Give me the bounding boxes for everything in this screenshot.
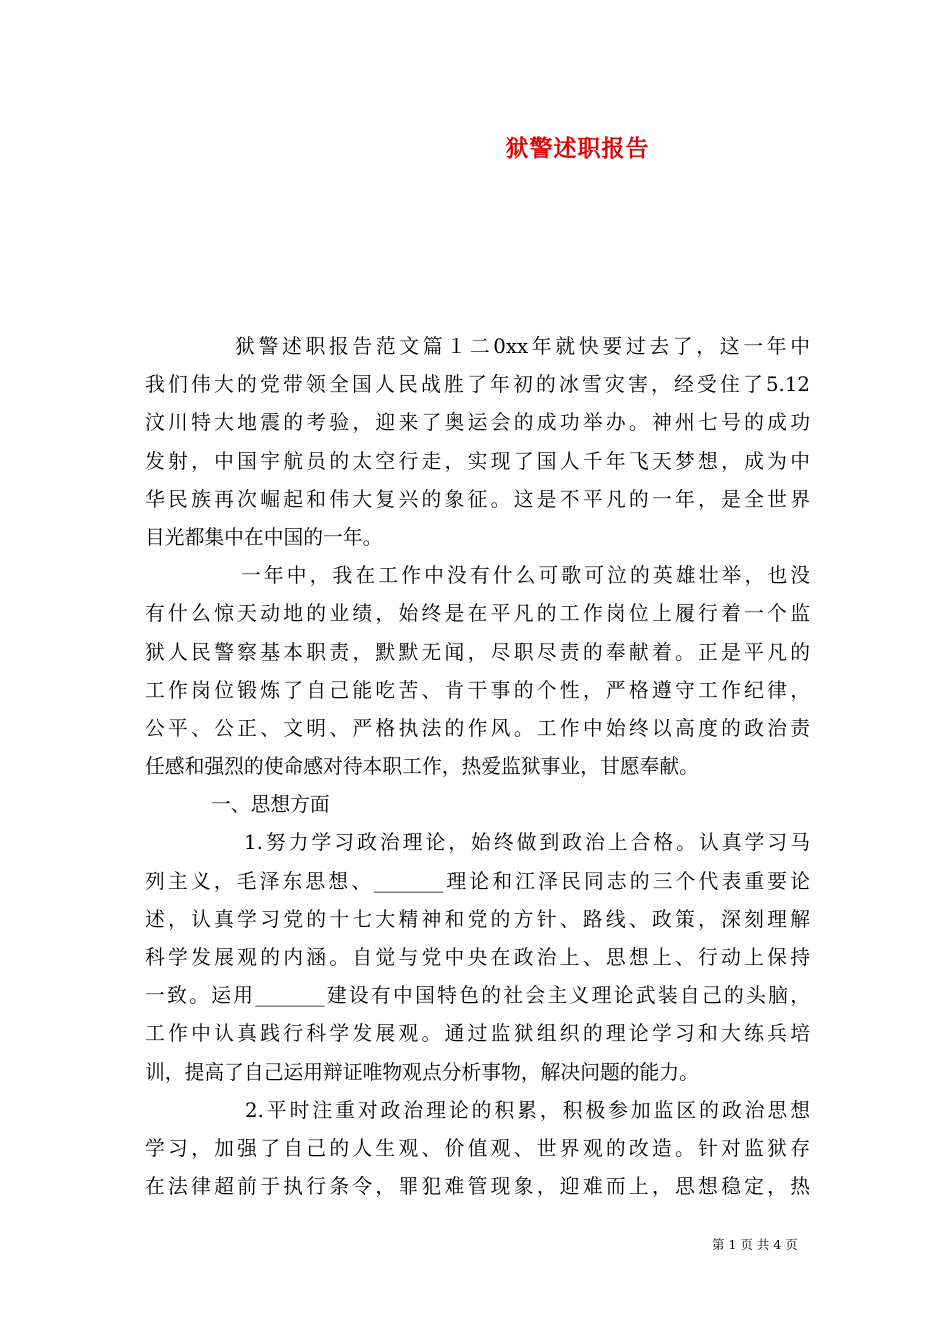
text-line: 2.平时注重对政治理论的积累，积极参加监区的政治思想 (245, 1098, 810, 1122)
text-line: 一年中，我在工作中没有什么可歌可泣的英雄壮举，也没 (241, 564, 810, 588)
text-line: 工作中认真践行科学发展观。通过监狱组织的理论学习和大练兵培 (145, 1022, 810, 1046)
text-line: 学习，加强了自己的人生观、价值观、世界观的改造。针对监狱存 (145, 1136, 810, 1160)
text-line: 在法律超前于执行条令，罪犯难管现象，迎难而上，思想稳定，热 (145, 1175, 810, 1199)
text-line: 任感和强烈的使命感对待本职工作，热爱监狱事业，甘愿奉献。 (145, 755, 699, 779)
text-line: 汶川特大地震的考验，迎来了奥运会的成功举办。神州七号的成功 (145, 411, 810, 435)
document-title: 狱警述职报告 (505, 135, 650, 162)
text-line: 狱警述职报告范文篇１二0xx年就快要过去了，这一年中 (235, 335, 810, 358)
section-heading: 一、思想方面 (211, 793, 330, 817)
text-line: 狱人民警察基本职责，默默无闻，尽职尽责的奉献着。正是平凡的 (145, 640, 810, 664)
text-line: 述，认真学习党的十七大精神和党的方针、路线、政策，深刻理解 (145, 907, 810, 931)
text-line: 训，提高了自己运用辩证唯物观点分析事物，解决问题的能力。 (145, 1060, 699, 1084)
text-line: 华民族再次崛起和伟大复兴的象征。这是不平凡的一年，是全世界 (145, 487, 810, 511)
text-line: 有什么惊天动地的业绩，始终是在平凡的工作岗位上履行着一个监 (145, 602, 810, 626)
text-line: 一致。运用_______建设有中国特色的社会主义理论武装自己的头脑， (145, 984, 810, 1008)
text-line: 工作岗位锻炼了自己能吃苦、肯干事的个性，严格遵守工作纪律， (145, 678, 810, 702)
text-line: 列主义，毛泽东思想、_______理论和江泽民同志的三个代表重要论 (145, 869, 810, 893)
text-line: 我们伟大的党带领全国人民战胜了年初的冰雪灾害，经受住了5.12 (145, 373, 810, 397)
text-line: 目光都集中在中国的一年。 (145, 525, 383, 549)
page-number-footer: 第 1 页 共 4 页 (712, 1237, 798, 1252)
text-line: 公平、公正、文明、严格执法的作风。工作中始终以高度的政治责 (145, 716, 810, 740)
document-body (145, 328, 810, 1206)
text-line: 科学发展观的内涵。自觉与党中央在政治上、思想上、行动上保持 (145, 946, 810, 969)
text-line: 发射，中国宇航员的太空行走，实现了国人千年飞天梦想，成为中 (145, 449, 810, 473)
text-line: 1.努力学习政治理论，始终做到政治上合格。认真学习马 (244, 831, 810, 855)
